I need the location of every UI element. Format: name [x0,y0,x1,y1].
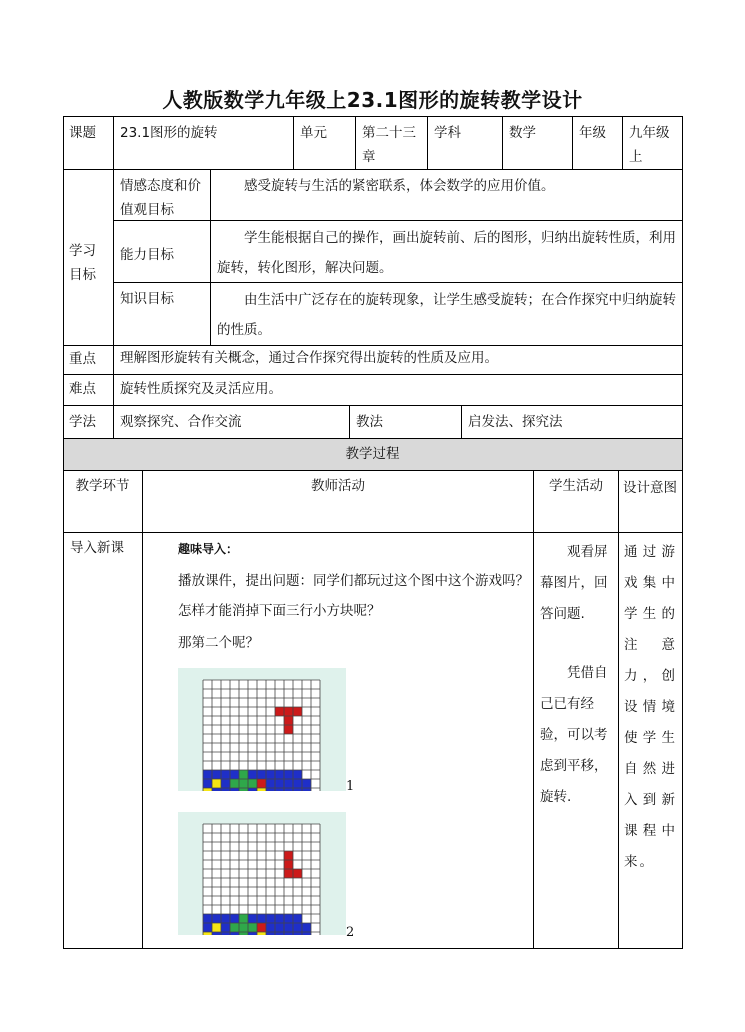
intro-line-1: 播放课件，提出问题：同学们都玩过这个图中这个游戏吗？ [178,573,529,589]
intro-heading: 趣味导入： [178,542,239,556]
board-block [248,914,257,923]
board-block [257,923,266,932]
subject-value: 数学 [509,125,536,141]
goal-text-ability: 学生能根据自己的操作，画出旋转前、后的图形，归纳出旋转性质，利用旋转，转化图形，解决问题。 [217,230,676,276]
game-board-1 [178,668,346,791]
key-point-text: 理解图形旋转有关概念，通过合作探究得出旋转的性质及应用。 [120,350,498,366]
board-block [203,932,212,935]
key-point-label: 重点 [69,351,96,367]
board-block [221,779,230,788]
goals-label: 学习目标 [69,243,96,283]
board-block [239,914,248,923]
board-block [266,779,275,788]
study-method-value: 观察探究、合作交流 [120,414,242,430]
board-block [284,860,293,869]
board-block [302,923,311,932]
board-block [293,869,302,878]
board-block [266,914,275,923]
intro-line-3: 那第二个呢？ [178,635,259,651]
board-block [257,770,266,779]
board-block [284,779,293,788]
board-block [302,932,311,935]
goal-text-knowledge: 由生活中广泛存在的旋转现象，让学生感受旋转；在合作探究中归纳旋转的性质。 [217,292,676,338]
board-block [284,932,293,935]
difficulty-text: 旋转性质探究及灵活应用。 [120,381,282,397]
board-block [230,923,239,932]
difficulty-label: 难点 [69,381,96,397]
board-block [230,770,239,779]
board-block [266,770,275,779]
board-block [221,932,230,935]
board-block [257,914,266,923]
board-block [248,923,257,932]
col-intent: 设计意图 [623,480,677,496]
grade-value: 九年级上 [629,125,670,165]
board-block [266,923,275,932]
board-block [293,779,302,788]
board-block [203,770,212,779]
board-block [212,932,221,935]
board-block [284,914,293,923]
col-student: 学生活动 [549,478,603,494]
board-block [203,923,212,932]
study-method-label: 学法 [69,414,96,430]
goal-label-knowledge: 知识目标 [120,291,174,307]
subject-label: 学科 [434,125,461,141]
goal-label-attitude: 情感态度和价值观目标 [120,178,201,218]
goal-label-ability: 能力目标 [120,247,174,263]
board-block [293,923,302,932]
board-block [230,779,239,788]
board-block [230,788,239,791]
board-block [239,770,248,779]
board-block [257,788,266,791]
board-block [212,770,221,779]
board-block [284,869,293,878]
game-board-2 [178,812,346,935]
col-stage: 教学环节 [75,478,130,494]
board-block [257,932,266,935]
board-block [203,779,212,788]
board-block [302,788,311,791]
design-intent: 通过游戏集中学生的注意力，创设情境使学生自然进入到新课程中来。 [624,544,677,870]
board-block [221,770,230,779]
board-block [275,770,284,779]
board-block [212,788,221,791]
board-block [293,914,302,923]
unit-value: 第二十三章 [362,125,416,165]
board-block [293,707,302,716]
board-block [212,923,221,932]
topic-label: 课题 [69,125,96,141]
board-block [239,932,248,935]
board-block [257,779,266,788]
board-block [248,779,257,788]
board-block [239,788,248,791]
board-block [284,725,293,734]
col-teacher: 教师活动 [311,478,365,494]
board-block [266,788,275,791]
board-block [284,707,293,716]
page-title: 人教版数学九年级上23.1图形的旋转教学设计 [162,88,583,112]
process-header: 教学过程 [345,446,400,462]
board-block [212,779,221,788]
board-block [275,707,284,716]
unit-label: 单元 [300,125,327,141]
intro-stage: 导入新课 [70,540,124,556]
board-block [284,923,293,932]
figure-label-1: 1 [346,779,355,794]
board-block [248,788,257,791]
board-block [230,932,239,935]
student-activity-2: 凭借自己已有经验，可以考虑到平移，旋转. [540,665,608,805]
grade-label: 年级 [579,125,606,141]
board-block [293,932,302,935]
topic-value: 23.1图形的旋转 [120,125,218,141]
board-block [203,914,212,923]
teach-method-value: 启发法、探究法 [468,414,563,430]
board-block [302,779,311,788]
board-block [293,770,302,779]
board-block [203,788,212,791]
board-block [221,788,230,791]
board-block [284,851,293,860]
teach-method-label: 教法 [356,414,383,430]
board-block [284,716,293,725]
board-block [266,932,275,935]
board-block [221,914,230,923]
board-block [284,770,293,779]
board-block [221,923,230,932]
board-block [239,779,248,788]
board-block [293,788,302,791]
board-block [275,914,284,923]
board-block [275,779,284,788]
student-activity-1: 观看屏幕图片，回答问题. [540,544,608,622]
board-block [275,932,284,935]
goal-text-attitude: 感受旋转与生活的紧密联系，体会数学的应用价值。 [244,178,555,194]
board-block [284,788,293,791]
intro-line-2: 怎样才能消掉下面三行小方块呢？ [178,603,381,619]
board-block [275,923,284,932]
board-block [275,788,284,791]
board-block [212,914,221,923]
board-block [239,923,248,932]
figure-label-2: 2 [346,925,355,940]
board-block [230,914,239,923]
board-block [248,932,257,935]
board-block [248,770,257,779]
